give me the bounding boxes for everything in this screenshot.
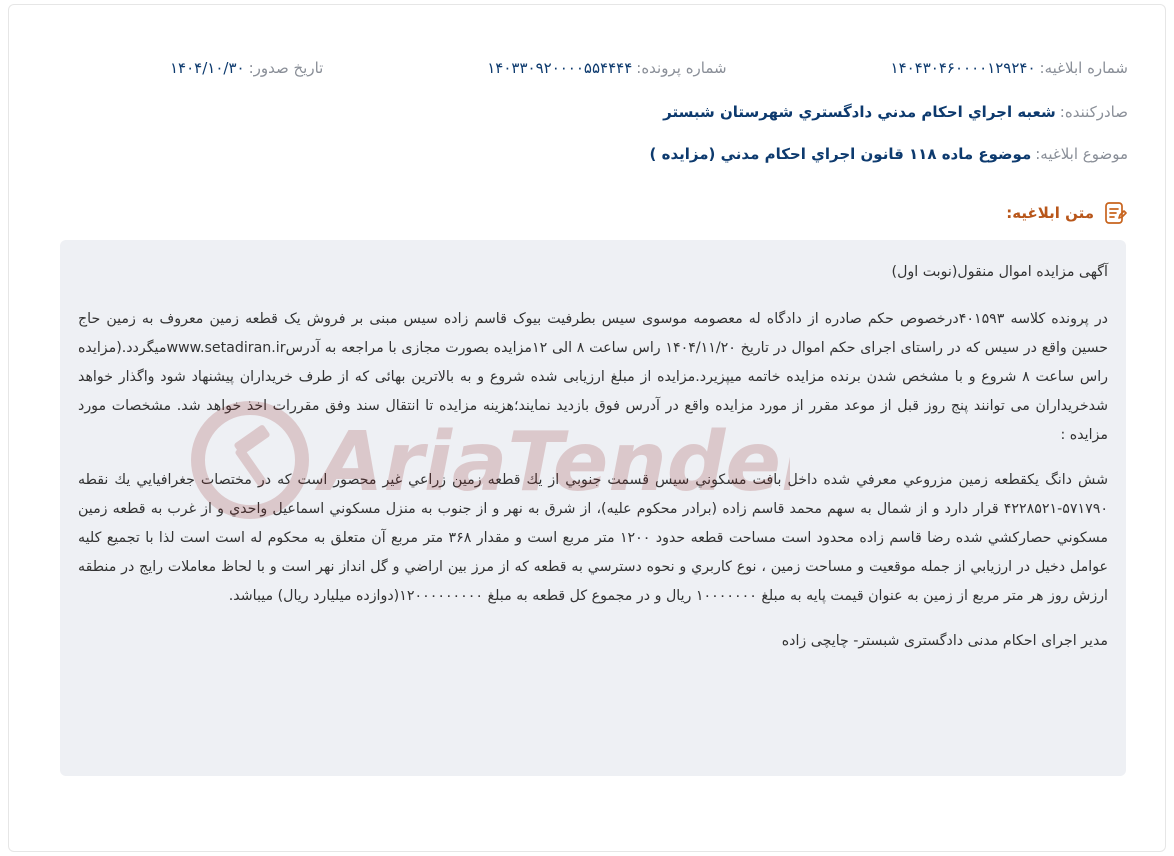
notice-body-panel (60, 240, 1126, 776)
notice-body-signature: مدیر اجرای احکام مدنی دادگستری شبستر- چایچی زاده (781, 633, 1108, 649)
meta-row-numbers (60, 56, 1128, 80)
notice-body-title: آگهی مزایده اموال منقول(نوبت اول) (891, 264, 1108, 280)
notice-number-field (891, 59, 1128, 77)
notice-number-value: ۱۴۰۴۳۰۴۶۰۰۰۰۱۲۹۲۴۰ (890, 59, 1036, 77)
notice-text-heading (1006, 200, 1128, 226)
case-number-field (487, 59, 726, 77)
case-number-label: شماره پرونده: (636, 59, 727, 77)
notice-number-label: شماره ابلاغیه: (1039, 59, 1128, 77)
issuer-value: شعبه اجراي احکام مدني دادگستري شهرستان شبستر (663, 103, 1056, 121)
notice-body-paragraph-2: شش دانگ يکقطعه زمين مزروعي معرفي شده داخل بافت مسکوني سيس قسمت جنوبي از يك قطعه زمين زراعي غير محصور است كه در مختصات جغرافيايي يك نقطه ۵۷۱۷۹۰-۴۲۲۸۵۲۱ قرار دارد و از شمال به سهم محمد قاسم زاده (برادر محكوم عليه)، از شرق به نهر و از جنوب به منزل مسکوني اسماعيل واحدي و از غرب به قطعه زمين مسكوني حصاركشي شده رضا قاسم زاده محدود است مساحت قطعه حدود ۱۲۰۰ متر مربع است و مقدار ۳۶۸ متر مربع آن متعلق به محکوم له است است لذا با تجميع كليه عوامل دخيل در ارزيابي از جمله موقعيت و مساحت زمين ، نوع كاربري و نحوه دسترسي به قطعه كه از مرز بين اراضي و گل انداز نهر است و با لحاظ معاملات رايج در منطقه ارزش روز هر متر مربع از زمين به عنوان قيمت پايه به مبلغ ۱۰۰۰۰۰۰۰ ريال و در مجموع کل قطعه به مبلغ ۱۲۰۰۰۰۰۰۰۰۰(دوازده میلیارد ریال) میباشد. (78, 472, 1108, 604)
meta-row-subject (60, 142, 1128, 166)
notice-body-paragraph-1: در پرونده کلاسه ۴۰۱۵۹۳درخصوص حکم صادره از دادگاه له معصومه موسوی سیس بطرفیت بیوک قاسم زاده سیس مبنی بر فروش یک قطعه زمین معروف به زمین حاج حسین واقع در سیس که در راستای اجرای حکم اموال در تاریخ ۱۴۰۴/۱۱/۲۰ راس ساعت ۸ الی ۱۲مزایده بصورت مجازی با مراجعه به آدرسwww.setadiran.irمیگردد.(مزایده راس ساعت ۸ شروع و با مشخص شدن برنده مزایده خاتمه میپزیرد.مزایده از مبلغ ارزیابی شده شروع و به بالاترین بهائی که از طرف خریداران پیشنهاد شود واگذار خواهد شدخریداران می توانند پنج روز قبل از موعد مقرر از مورد مزایده واقع در آدرس فوق بازدید نمایند؛هزینه مزایده تا انتقال سند وفق مقررات اخذ خواهد شد. مشخصات مورد مزایده : (78, 311, 1109, 443)
case-number-value: ۱۴۰۳۳۰۹۲۰۰۰۰۵۵۴۴۴۴ (487, 59, 633, 77)
meta-row-issuer (60, 100, 1128, 124)
issuer-label: صادرکننده: (1059, 103, 1128, 121)
document-notice-icon (1102, 200, 1128, 226)
issue-date-value: ۱۴۰۴/۱۰/۳۰ (170, 59, 245, 77)
issue-date-field (170, 59, 323, 77)
subject-label: موضوع ابلاغیه: (1035, 145, 1128, 163)
subject-value: موضوع ماده ۱۱۸ قانون اجراي احکام مدني (مزايده ) (649, 145, 1032, 163)
issue-date-label: تاریخ صدور: (248, 59, 324, 77)
notice-text-heading-label: متن ابلاغیه: (1006, 204, 1094, 222)
